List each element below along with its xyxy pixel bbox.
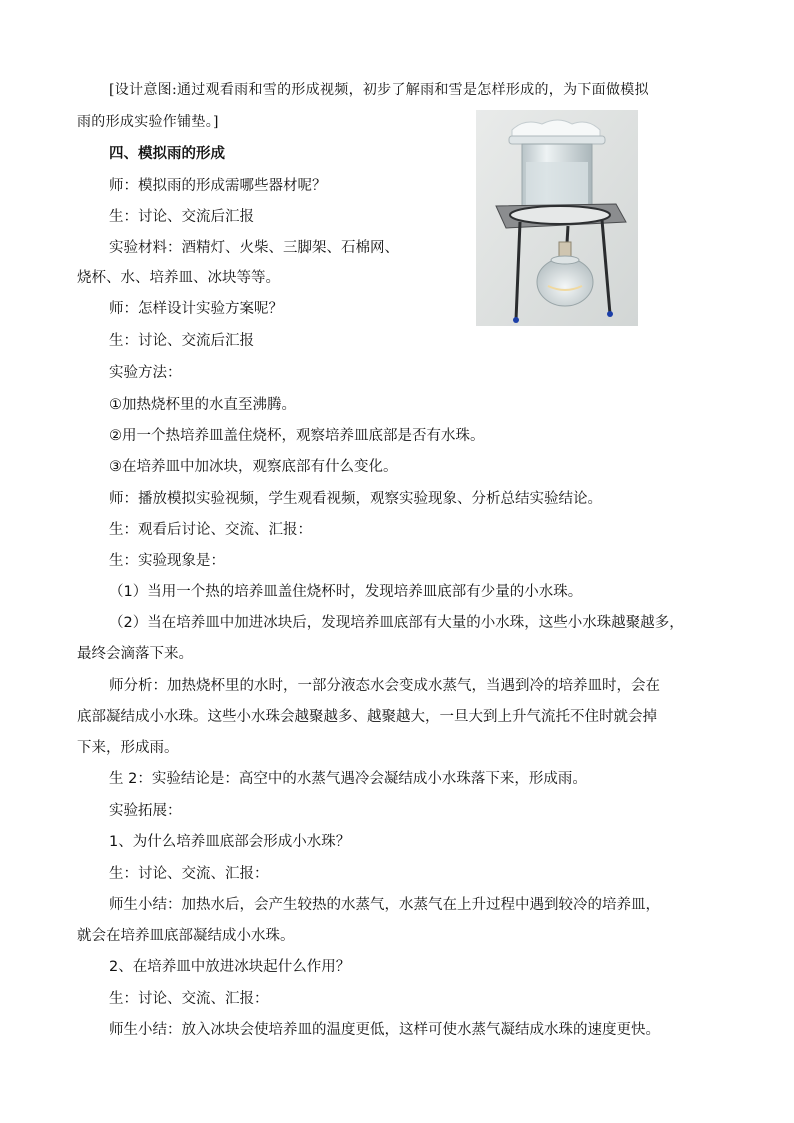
body-line: 师：怎样设计实验方案呢？ xyxy=(109,301,283,317)
body-line: 实验拓展： xyxy=(109,803,182,819)
body-line: （1）当用一个热的培养皿盖住烧杯时，发现培养皿底部有少量的小水珠。 xyxy=(109,584,583,600)
body-line: （2）当在培养皿中加进冰块后，发现培养皿底部有大量的小水珠，这些小水珠越聚越多， xyxy=(109,615,684,631)
body-line: 师：播放模拟实验视频，学生观看视频，观察实验现象、分析总结实验结论。 xyxy=(109,491,602,507)
design-intent-line-1: [设计意图:通过观看雨和雪的形成视频，初步了解雨和雪是怎样形成的，为下面做模拟 xyxy=(109,82,649,98)
body-line: 师生小结：加热水后，会产生较热的水蒸气，水蒸气在上升过程中遇到较冷的培养皿， xyxy=(109,897,660,913)
section-heading: 四、模拟雨的形成 xyxy=(109,146,225,162)
body-line: 下来，形成雨。 xyxy=(77,740,179,756)
body-line: ①加热烧杯里的水直至沸腾。 xyxy=(109,397,296,413)
body-line: ③在培养皿中加冰块，观察底部有什么变化。 xyxy=(109,459,398,475)
body-line: 师生小结：放入冰块会使培养皿的温度更低，这样可使水蒸气凝结成水珠的速度更快。 xyxy=(109,1022,660,1038)
body-line: 2、在培养皿中放进冰块起什么作用？ xyxy=(109,959,351,975)
design-intent-line-2: 雨的形成实验作铺垫。] xyxy=(77,114,219,130)
body-line: 最终会滴落下来。 xyxy=(77,646,193,662)
body-line: 烧杯、水、培养皿、冰块等等。 xyxy=(77,270,280,286)
body-line: 生：讨论、交流、汇报： xyxy=(109,991,269,1007)
body-line: 生：实验现象是： xyxy=(109,553,225,569)
body-line: 师分析：加热烧杯里的水时，一部分液态水会变成水蒸气，当遇到冷的培养皿时，会在 xyxy=(109,678,660,694)
experiment-photo xyxy=(476,110,638,326)
body-line: 底部凝结成小水珠。这些小水珠会越聚越多、越聚越大，一旦大到上升气流托不住时就会掉 xyxy=(77,709,657,725)
body-line: 实验材料：酒精灯、火柴、三脚架、石棉网、 xyxy=(109,240,399,256)
body-line: 生 2：实验结论是：高空中的水蒸气遇冷会凝结成小水珠落下来，形成雨。 xyxy=(109,771,587,787)
body-line: 实验方法： xyxy=(109,365,182,381)
body-line: 生：讨论、交流后汇报 xyxy=(109,209,254,225)
body-line: 1、为什么培养皿底部会形成小水珠？ xyxy=(109,834,351,850)
body-line: 师：模拟雨的形成需哪些器材呢？ xyxy=(109,178,327,194)
body-line: 生：观看后讨论、交流、汇报： xyxy=(109,522,312,538)
body-line: 生：讨论、交流后汇报 xyxy=(109,333,254,349)
body-line: 生：讨论、交流、汇报： xyxy=(109,866,269,882)
body-line: 就会在培养皿底部凝结成小水珠。 xyxy=(77,928,295,944)
body-line: ②用一个热培养皿盖住烧杯，观察培养皿底部是否有水珠。 xyxy=(109,428,485,444)
